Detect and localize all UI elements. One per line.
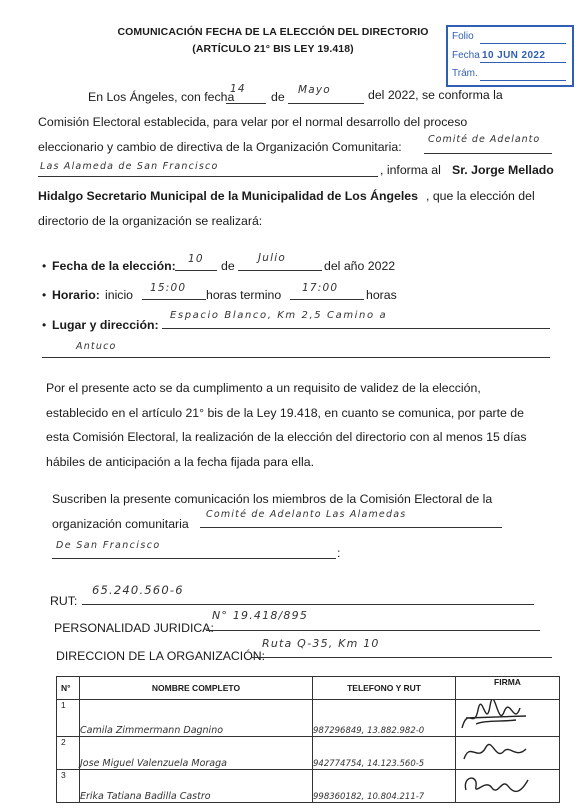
row-number: 3 [57, 770, 80, 803]
p8-text: establecido en el artículo 21° bis de la Ley 19.418, en cuanto se comunica, por parte de [46, 406, 524, 420]
direccion-label: DIRECCION DE LA ORGANIZACIÓN: [56, 649, 266, 663]
row-firma [456, 737, 560, 770]
stamp-tram-label: Trám. [452, 68, 478, 79]
p1-month-line [288, 103, 364, 104]
row-number: 2 [57, 737, 80, 770]
personalidad-juridica-label: PERSONALIDAD JURIDICA: [54, 621, 214, 635]
lugar-label: Lugar y dirección: [52, 318, 159, 332]
p13-org-handwritten: De San Francisco [56, 540, 161, 551]
stamp-fecha-label: Fecha [452, 50, 480, 61]
horario-end-handwritten: 17:00 [302, 282, 339, 294]
row-nombre: Erika Tatiana Badilla Castro [80, 770, 313, 803]
p1-day-handwritten: 14 [230, 83, 246, 95]
personalidad-juridica-handwritten: N° 19.418/895 [212, 609, 309, 622]
fecha-month-handwritten: Julio [258, 252, 287, 264]
row-firma [456, 700, 560, 737]
row-number: 1 [57, 700, 80, 737]
stamp-folio-label: Folio [452, 31, 474, 42]
p2-text: Comisión Electoral establecida, para velar por el normal desarrollo del proceso [38, 115, 468, 129]
rut-label: RUT: [50, 594, 78, 608]
horario-start-line [142, 299, 206, 300]
row-telefono-rut: 998360182, 10.804.211-7 [313, 770, 456, 803]
row-nombre: Camila Zimmermann Dagnino [80, 700, 313, 737]
header-nombre: NOMBRE COMPLETO [80, 677, 313, 700]
header-number: N° [57, 677, 80, 700]
fecha-de: de [221, 259, 235, 273]
fecha-day-handwritten: 10 [188, 253, 204, 265]
p4-text: , informa al [380, 163, 441, 177]
p1-text-a: En Los Ángeles, con fecha [88, 90, 235, 104]
p6-text: directorio de la organización se realizará: [38, 214, 263, 228]
bullet: • [42, 288, 47, 302]
table-row [57, 700, 560, 737]
lugar-line2-handwritten: Antuco [76, 341, 117, 352]
personalidad-juridica-line [206, 630, 540, 631]
p9-text: esta Comisión Electoral, la realización de la elección del directorio con al menos 15 días [46, 430, 527, 444]
fecha-day-line [175, 270, 217, 271]
lugar-line1 [162, 328, 550, 329]
document-title: COMUNICACIÓN FECHA DE LA ELECCIÓN DEL DIRECTORIO [117, 26, 429, 38]
row-firma [456, 770, 560, 803]
p7-text: Por el presente acto se da cumplimento a un requisito de validez de la elección, [46, 381, 481, 395]
p3-org-line [424, 153, 552, 154]
lugar-line1-handwritten: Espacio Blanco, Km 2,5 Camino a [170, 310, 388, 321]
fecha-label: Fecha de la elección: [52, 259, 176, 273]
direccion-line [252, 657, 552, 658]
p3-org-handwritten: Comité de Adelanto [428, 134, 541, 145]
table-row [57, 737, 560, 770]
p12-org-line [200, 527, 502, 528]
lugar-line2 [42, 357, 550, 358]
horario-inicio: inicio [105, 288, 134, 302]
direccion-handwritten: Ruta Q-35, Km 10 [262, 637, 380, 650]
row-telefono-rut: 942774754, 14.123.560-5 [313, 737, 456, 770]
p11-text: Suscriben la presente comunicación los miembros de la Comisión Electoral de la [52, 492, 493, 506]
table-row [57, 770, 560, 803]
row-telefono-rut: 987296849, 13.882.982-0 [313, 700, 456, 737]
rut-value-handwritten: 65.240.560-6 [92, 583, 184, 597]
horario-start-handwritten: 15:00 [150, 282, 187, 294]
table-header-row [57, 677, 560, 700]
p4-org-handwritten: Las Alameda de San Francisco [40, 161, 219, 172]
fecha-year: del año 2022 [324, 259, 396, 273]
stamp-fecha-value: 10 JUN 2022 [482, 50, 546, 61]
document-subtitle: (ARTÍCULO 21° BIS LEY 19.418) [192, 43, 354, 55]
p10-text: hábiles de anticipación a la fecha fijada para ella. [46, 455, 314, 469]
signature-3-icon [456, 770, 536, 800]
horario-label: Horario: [52, 288, 100, 302]
p12-org-handwritten: Comité de Adelanto Las Alamedas [206, 509, 407, 520]
signature-2-icon [456, 737, 536, 767]
p4-org-line [38, 176, 378, 177]
stamp-fecha-line [480, 62, 566, 63]
p12-text: organización comunitaria [52, 517, 189, 531]
reception-stamp [446, 25, 574, 87]
p1-day-line [226, 103, 266, 104]
horario-mid: horas termino [206, 288, 282, 302]
bullet: • [42, 259, 47, 273]
p13-colon: : [337, 546, 341, 560]
rut-line [82, 604, 534, 605]
p5-text: , que la elección del [426, 189, 535, 203]
header-firma: FIRMA [456, 677, 560, 700]
bullet: • [42, 318, 47, 332]
fecha-month-line [238, 270, 322, 271]
stamp-folio-line [480, 43, 566, 44]
p1-text-b: del 2022, se conforma la [368, 88, 503, 102]
p13-org-line [52, 558, 336, 559]
stamp-tram-line [480, 80, 566, 81]
row-nombre: Jose Miguel Valenzuela Moraga [80, 737, 313, 770]
p4-recipient-bold: Sr. Jorge Mellado [452, 163, 554, 177]
horario-horas: horas [366, 288, 397, 302]
p1-month-handwritten: Mayo [298, 84, 331, 96]
header-telefono-rut: TELEFONO Y RUT [313, 677, 456, 700]
signature-1-icon [456, 700, 536, 734]
horario-end-line [290, 299, 364, 300]
p1-de: de [271, 90, 285, 104]
p3-text: eleccionario y cambio de directiva de la Organización Comunitaria: [38, 140, 402, 154]
p5-recipient-bold: Hidalgo Secretario Municipal de la Municipalidad de Los Ángeles [38, 189, 418, 203]
commission-members-table [56, 676, 560, 803]
